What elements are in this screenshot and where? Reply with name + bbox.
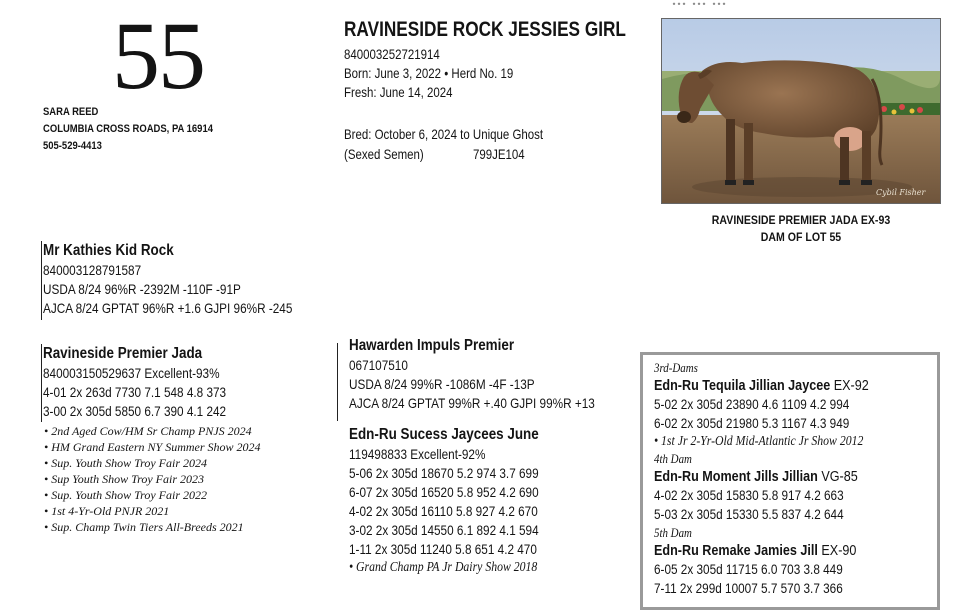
photo-caption-line1: RAVINESIDE PREMIER JADA EX-93 (711, 213, 891, 227)
maternal-granddam-record: 5-06 2x 305d 18670 5.2 974 3.7 699 (349, 465, 539, 481)
dam-achievement: • Sup. Youth Show Troy Fair 2024 (44, 456, 208, 470)
family-dam-name (654, 467, 869, 486)
maternal-granddam-record: 4-02 2x 305d 16110 5.8 927 4.2 670 (349, 503, 538, 519)
dam-achievement: • Sup Youth Show Troy Fair 2023 (44, 472, 205, 486)
maternal-granddam-record: 1-11 2x 305d 11240 5.8 651 4.2 470 (349, 541, 537, 557)
maternal-granddam-record: 6-07 2x 305d 16520 5.8 952 4.2 690 (349, 484, 539, 500)
family-note: • 1st Jr 2-Yr-Old Mid-Atlantic Jr Show 2012 (654, 434, 864, 449)
sire-bracket-line (41, 241, 42, 320)
lot-number: 55 (112, 2, 204, 109)
sire-code: 799JE104 (472, 146, 525, 162)
animal-fresh: Fresh: June 14, 2024 (344, 84, 453, 100)
family-box (640, 352, 940, 610)
dam-achievement: • 1st 4-Yr-Old PNJR 2021 (44, 504, 170, 518)
dam-block (43, 344, 226, 421)
animal-info (344, 45, 513, 102)
sexed-label: (Sexed Semen) (344, 146, 424, 162)
maternal-granddam-block (349, 425, 539, 577)
family-section-label: 4th Dam (654, 451, 692, 466)
family-dam-score: EX-92 (830, 377, 869, 394)
family-record: 4-02 2x 305d 15830 5.8 917 4.2 663 (654, 487, 844, 503)
maternal-granddam-name: Edn-Ru Sucess Jaycees June (349, 426, 539, 443)
photo-caption-line2: DAM OF LOT 55 (760, 230, 842, 244)
dam-achievement: • 2nd Aged Cow/HM Sr Champ PNJS 2024 (44, 424, 252, 438)
photo-signature: Cybil Fisher (876, 188, 926, 197)
dam-achievement: • HM Grand Eastern NY Summer Show 2024 (44, 440, 261, 454)
maternal-sire-usda: USDA 8/24 99%R -1086M -4F -13P (349, 376, 535, 392)
maternal-sire-name: Hawarden Impuls Premier (349, 337, 515, 354)
photo-caption (660, 212, 942, 246)
seller-info (43, 104, 213, 155)
family-dam-score: EX-90 (817, 542, 857, 559)
seller-address: COLUMBIA CROSS ROADS, PA 16914 (43, 123, 213, 135)
sire-ajca: AJCA 8/24 GPTAT 96%R +1.6 GJPI 96%R -245 (43, 300, 293, 316)
family-dam-name (654, 541, 869, 560)
sire-name: Mr Kathies Kid Rock (43, 242, 174, 259)
family-section-label: 5th Dam (654, 525, 692, 540)
dam-name: Ravineside Premier Jada (43, 345, 203, 362)
seller-name: SARA REED (43, 106, 99, 118)
dam-bracket-line (41, 344, 42, 422)
family-record: 5-02 2x 305d 23890 4.6 1109 4.2 994 (654, 396, 850, 412)
family-record: 6-05 2x 305d 11715 6.0 703 3.8 449 (654, 561, 843, 577)
animal-id: 840003252721914 (344, 46, 440, 62)
family-record: 6-02 2x 305d 21980 5.3 1167 4.3 949 (654, 415, 850, 431)
family-dam-name (654, 376, 869, 395)
bred-line: Bred: October 6, 2024 to Unique Ghost (344, 126, 544, 142)
dam-achievements (44, 423, 261, 535)
sire-usda: USDA 8/24 96%R -2392M -110F -91P (43, 281, 241, 297)
maternal-sire-ajca: AJCA 8/24 GPTAT 99%R +.40 GJPI 99%R +13 (349, 395, 595, 411)
maternal-sire-id: 067107510 (349, 357, 408, 373)
dam-record: 4-01 2x 263d 7730 7.1 548 4.8 373 (43, 384, 227, 400)
seller-phone: 505-529-4413 (43, 140, 102, 152)
sexed-line (344, 144, 543, 164)
maternal-sire-block (349, 336, 595, 413)
header-script-text (672, 0, 727, 11)
maternal-sire-bracket-line (337, 343, 338, 421)
family-dam-score: VG-85 (817, 468, 858, 485)
family-dam-name-text: Edn-Ru Tequila Jillian Jaycee (654, 377, 831, 394)
dam-achievement: • Sup. Youth Show Troy Fair 2022 (44, 488, 208, 502)
maternal-granddam-id-score: 119498833 Excellent-92% (349, 446, 486, 462)
family-dam-name-text: Edn-Ru Moment Jills Jillian (654, 468, 818, 485)
family-section-label: 3rd-Dams (654, 360, 698, 375)
animal-born: Born: June 3, 2022 • Herd No. 19 (344, 65, 514, 81)
animal-name: RAVINESIDE ROCK JESSIES GIRL (344, 18, 626, 41)
dam-record: 3-00 2x 305d 5850 6.7 390 4.1 242 (43, 403, 227, 419)
dam-achievement: • Sup. Champ Twin Tiers All-Breeds 2021 (44, 520, 244, 534)
maternal-granddam-achievement: • Grand Champ PA Jr Dairy Show 2018 (349, 560, 538, 575)
cow-illustration (662, 19, 940, 203)
family-dam-name-text: Edn-Ru Remake Jamies Jill (654, 542, 818, 559)
maternal-granddam-record: 3-02 2x 305d 14550 6.1 892 4.1 594 (349, 522, 539, 538)
bred-info (344, 124, 543, 164)
sire-id: 840003128791587 (43, 262, 142, 278)
family-record: 7-11 2x 299d 10007 5.7 570 3.7 366 (654, 580, 843, 596)
family-record: 5-03 2x 305d 15330 5.5 837 4.2 644 (654, 506, 844, 522)
dam-photo (661, 18, 941, 204)
sire-block (43, 241, 292, 318)
family-box-content (654, 359, 869, 598)
dam-id-score: 840003150529637 Excellent-93% (43, 365, 220, 381)
